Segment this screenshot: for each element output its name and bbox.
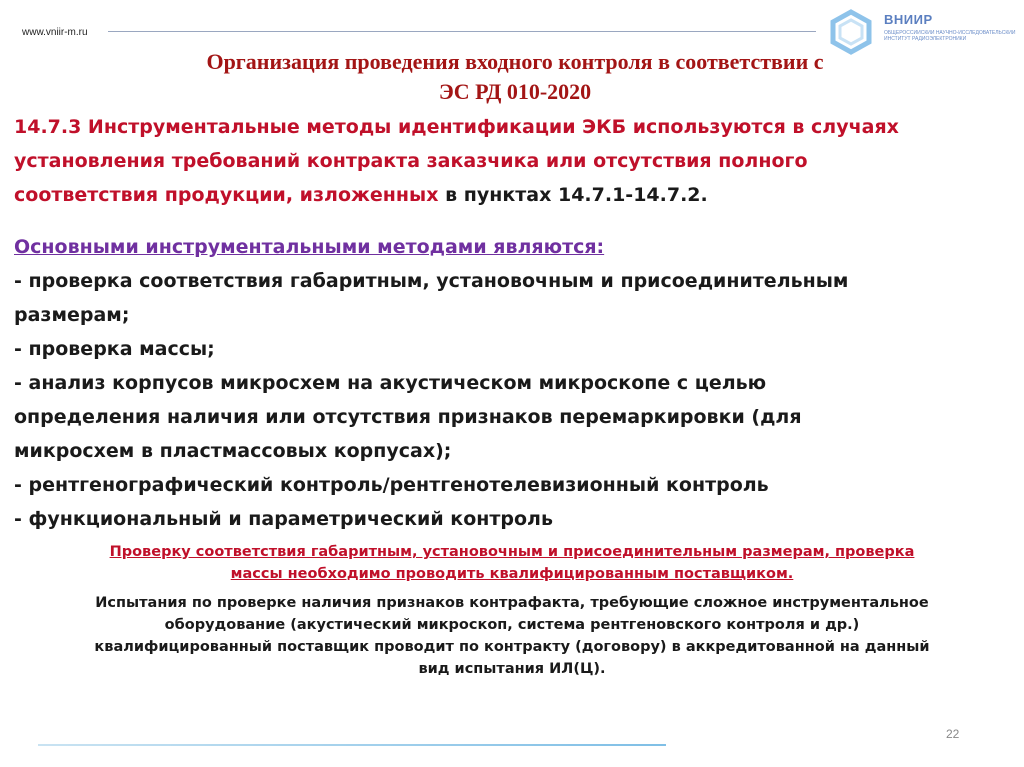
title-line-1: Организация проведения входного контроля в соответствии с [206, 49, 824, 74]
list-item: - рентгенографический контроль/рентгенотелевизионный контроль [14, 474, 769, 496]
list-item: - анализ корпусов микросхем на акустическом микроскопе с целью [14, 372, 767, 394]
note-line: квалифицированный поставщик проводит по контракту (договору) в аккредитованной на данный [94, 639, 930, 655]
paragraph-line: 14.7.3 Инструментальные методы идентификации ЭКБ используются в случаях [14, 116, 899, 138]
slide-title [60, 47, 970, 107]
list-item: микросхем в пластмассовых корпусах); [14, 440, 452, 462]
footer-divider [38, 744, 666, 746]
note-line: массы необходимо проводить квалифицированным поставщиком. [230, 566, 794, 582]
paragraph-14-7-3 [14, 110, 1014, 212]
red-note [10, 541, 1014, 585]
note-line: вид испытания ИЛ(Ц). [418, 661, 606, 677]
paragraph-line: установления требований контракта заказчика или отсутствия полного [14, 150, 808, 172]
note-line: Испытания по проверке наличия признаков контрафакта, требующие сложное инструментальное [95, 595, 929, 611]
paragraph-dark-fragment: в пунктах 14.7.1-14.7.2. [438, 184, 708, 206]
site-url[interactable]: www.vniir-m.ru [22, 27, 88, 38]
logo-name: ВНИИР [884, 12, 933, 27]
note-line: Проверку соответствия габаритным, установочным и присоединительным размерам, проверка [109, 544, 915, 560]
list-item: определения наличия или отсутствия признаков перемаркировки (для [14, 406, 802, 428]
paragraph-red-fragment: соответствия продукции, изложенных [14, 184, 439, 206]
list-item: - функциональный и параметрический контроль [14, 508, 553, 530]
testing-note [10, 592, 1014, 680]
methods-heading: Основными инструментальными методами являются: [14, 236, 605, 258]
list-item: - проверка массы; [14, 338, 215, 360]
logo-sub-line: ИНСТИТУТ РАДИОЭЛЕКТРОНИКИ [884, 36, 967, 42]
list-item: размерам; [14, 304, 130, 326]
note-line: оборудование (акустический микроскоп, система рентгеновского контроля и др.) [164, 617, 860, 633]
header-divider [108, 31, 816, 32]
paragraph-line [14, 178, 1014, 212]
page-number: 22 [946, 727, 960, 741]
title-line-2: ЭС РД 010-2020 [438, 79, 592, 104]
methods-list [14, 230, 1014, 536]
logo-sub-line: ОБЩЕРОССИЙСКИЙ НАУЧНО-ИССЛЕДОВАТЕЛЬСКИЙ [884, 30, 1016, 36]
logo-subtitle [884, 30, 1016, 42]
list-item: - проверка соответствия габаритным, установочным и присоединительным [14, 270, 849, 292]
